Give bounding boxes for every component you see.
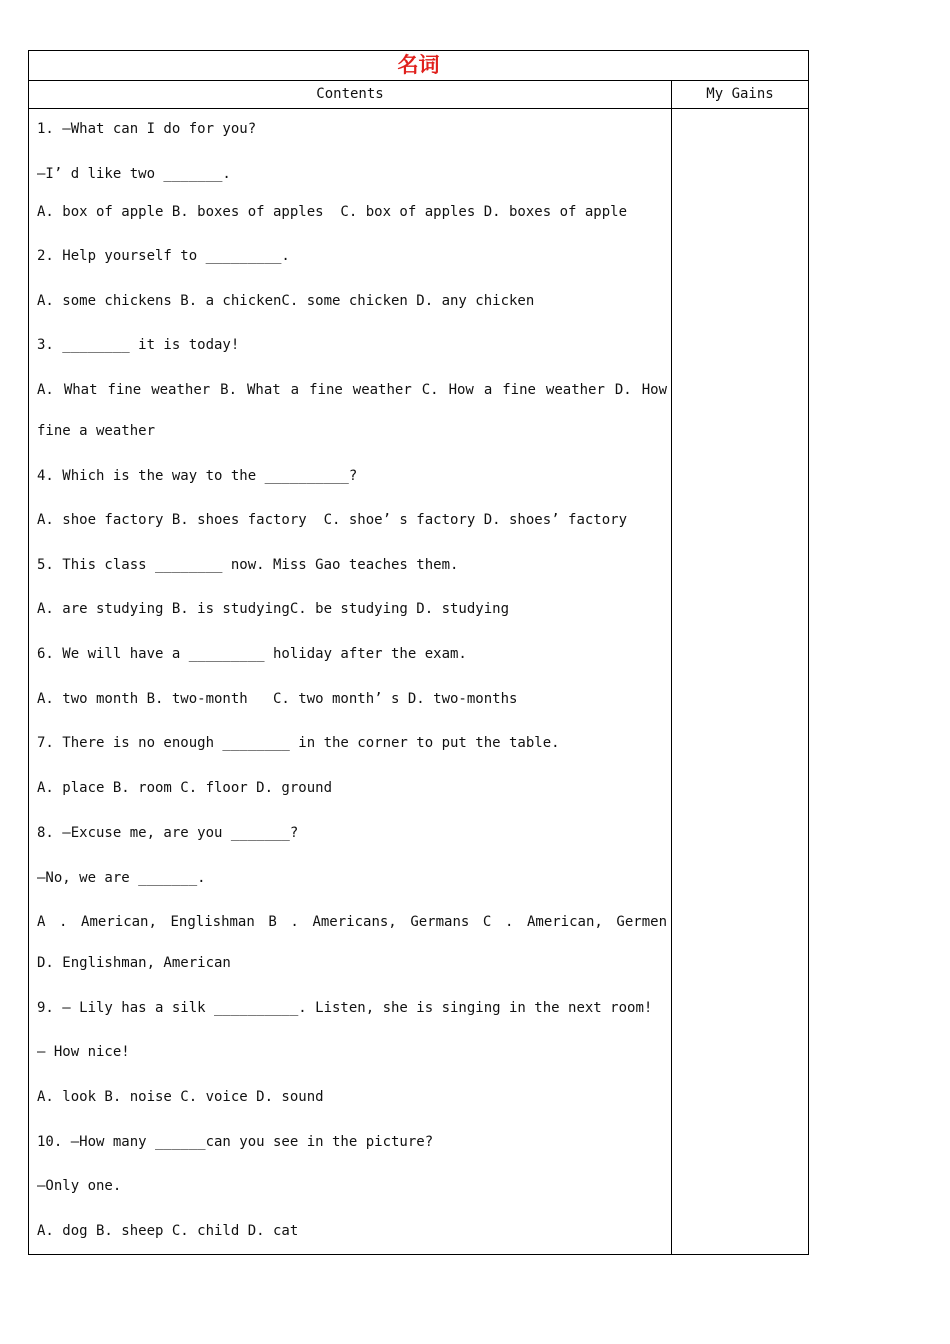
question-8-options-cont: D. Englishman, American (37, 955, 231, 971)
question-4-prompt: 4. Which is the way to the __________? (37, 468, 358, 484)
question-7-prompt: 7. There is no enough ________ in the corner to put the table. (37, 735, 560, 751)
question-3-prompt: 3. ________ it is today! (37, 337, 240, 353)
worksheet-table (28, 50, 809, 1255)
question-3-options-cont: fine a weather (37, 423, 156, 439)
question-7-options: A. place B. room C. floor D. ground (37, 780, 333, 796)
my-gains-header: My Gains (706, 86, 774, 102)
column-divider (671, 80, 672, 1254)
question-1-options: A. box of apple B. boxes of apples C. box of apples D. boxes of apple (37, 204, 628, 220)
table-header-row (29, 80, 808, 109)
question-1-prompt: 1. —What can I do for you? (37, 121, 257, 137)
page-title: 名词 (29, 51, 808, 81)
question-10-prompt: 10. —How many ______can you see in the picture? (37, 1134, 434, 1150)
question-8-prompt: 8. —Excuse me, are you _______? (37, 825, 299, 841)
question-8-reply: —No, we are _______. (37, 870, 206, 886)
question-5-options: A. are studying B. is studyingC. be studying D. studying (37, 601, 510, 617)
question-9-prompt: 9. — Lily has a silk __________. Listen, she is singing in the next room! (37, 1000, 653, 1016)
question-3-options: A. What fine weather B. What a fine weather C. How a fine weather D. How (37, 382, 667, 398)
question-6-prompt: 6. We will have a _________ holiday after the exam. (37, 646, 467, 662)
question-5-prompt: 5. This class ________ now. Miss Gao teaches them. (37, 557, 459, 573)
question-10-reply: —Only one. (37, 1178, 122, 1194)
contents-header: Contents (316, 86, 384, 102)
question-1-reply: —I’ d like two _______. (37, 166, 231, 182)
question-4-options: A. shoe factory B. shoes factory C. shoe’ s factory D. shoes’ factory (37, 512, 628, 528)
question-8-options: A . American, Englishman B . Americans, Germans C . American, Germen (37, 914, 667, 930)
question-2-prompt: 2. Help yourself to _________. (37, 248, 290, 264)
question-9-options: A. look B. noise C. voice D. sound (37, 1089, 324, 1105)
question-9-reply: — How nice! (37, 1044, 130, 1060)
question-10-options: A. dog B. sheep C. child D. cat (37, 1223, 299, 1239)
question-6-options: A. two month B. two-month C. two month’ s D. two-months (37, 691, 518, 707)
question-2-options: A. some chickens B. a chickenC. some chicken D. any chicken (37, 293, 535, 309)
